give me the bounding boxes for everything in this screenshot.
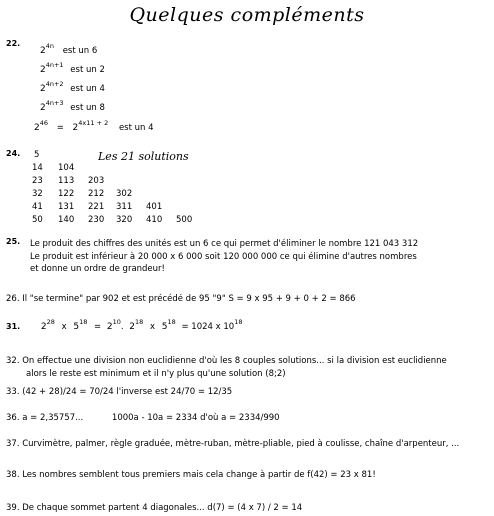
power-line-2 [40, 61, 105, 75]
power-exponent: 18 [234, 318, 243, 326]
section-33-text: 33. (42 + 28)/24 = 70/24 l'inverse est 24/70 = 12/35 [6, 387, 233, 397]
power-base: 2 [34, 123, 40, 133]
power-exponent: 4n+1 [45, 61, 64, 69]
power-exponent: 18 [135, 318, 144, 326]
section-24-number: 24. [6, 149, 21, 158]
power-exponent: 10 [112, 318, 121, 326]
section-32-number: 32. [6, 356, 20, 366]
power-line-5 [34, 119, 154, 133]
equation-result: = 1024 x 10 [181, 322, 235, 332]
section-26-text: 26. Il "se termine" par 902 et est précédé de 95 "9" S = 9 x 95 + 9 + 0 + 2 = 866 [6, 294, 356, 304]
solutions-subtitle: Les 21 solutions [98, 150, 189, 163]
solution-cell: 122 [58, 189, 75, 199]
solution-cell: 401 [146, 202, 163, 212]
power-exponent: 4x11 + 2 [78, 119, 109, 127]
solution-cell: 230 [88, 215, 105, 225]
solution-cell: 410 [146, 215, 163, 225]
text-line: Le produit des chiffres des unités est un 6 ce qui permet d'éliminer le nombre 121 043 312 [30, 239, 419, 249]
power-exponent: 28 [46, 318, 55, 326]
solution-cell: 14 [32, 163, 43, 173]
solution-cell: 500 [176, 215, 193, 225]
text-part-b: 1000a - 10a = 2334 d'où a = 2334/990 [111, 413, 280, 423]
times-sign: x [61, 322, 67, 332]
solution-cell: 320 [116, 215, 133, 225]
section-25-text [30, 238, 418, 276]
section-25-number: 25. [6, 237, 21, 246]
solution-cell: 302 [116, 189, 133, 199]
solution-cell: 140 [58, 215, 75, 225]
section-38-text: 38. Les nombres semblent tous premiers mais cela change à partir de f(42) = 23 x 81! [6, 470, 376, 480]
solution-cell: 113 [58, 176, 75, 186]
text-line: et donne un ordre de grandeur! [30, 264, 165, 274]
power-text: est un 4 [118, 123, 154, 133]
power-text: est un 2 [70, 65, 105, 75]
power-text: est un 6 [62, 46, 98, 56]
solution-cell: 32 [32, 189, 43, 199]
power-exponent: 4n+3 [45, 99, 64, 107]
power-base: 2 [72, 123, 79, 133]
solution-cell: 5 [34, 150, 40, 160]
power-exponent: 18 [79, 318, 88, 326]
solution-cell: 203 [88, 176, 105, 186]
power-exponent: 4n+2 [45, 80, 64, 88]
solution-cell: 23 [32, 176, 43, 186]
power-base: 5 [73, 322, 80, 332]
section-31-equation [6, 318, 243, 332]
solution-cell: 131 [58, 202, 75, 212]
section-36-text [6, 414, 280, 423]
power-line-4 [40, 99, 105, 113]
power-base: 2 [40, 84, 46, 94]
solution-cell: 221 [88, 202, 105, 212]
power-base: 2 [40, 46, 46, 56]
solution-cell: 41 [32, 202, 43, 212]
dot-sign: . [120, 322, 124, 332]
power-base: 5 [161, 322, 168, 332]
section-37-text: 37. Curvimètre, palmer, règle graduée, mètre-ruban, mètre-pliable, pied à coulisse, chaîne d'arpenteur, ... [6, 439, 460, 449]
solution-cell: 212 [88, 189, 105, 199]
power-text: est un 4 [70, 84, 105, 94]
page-title: Quelques compléments [129, 4, 365, 26]
times-sign: x [150, 322, 156, 332]
section-39-text: 39. De chaque sommet partent 4 diagonales... d(7) = (4 x 7) / 2 = 14 [6, 503, 303, 513]
section-32-text [6, 355, 447, 380]
text-content: On effectue une division non euclidienne d'où les 8 couples solutions... si la division est euclidienne [22, 356, 447, 366]
section-31-number: 31. [6, 322, 21, 331]
power-base: 2 [129, 322, 136, 332]
text-line [6, 355, 447, 368]
power-base: 2 [40, 322, 47, 332]
solution-cell: 311 [116, 202, 133, 212]
text-line: Le produit est inférieur à 20 000 x 6 000 soit 120 000 000 ce qui élimine d'autres nombres [30, 251, 417, 262]
power-line-1 [40, 42, 98, 56]
section-22-number: 22. [6, 39, 21, 48]
equals-sign: = [94, 322, 102, 332]
solution-cell: 50 [32, 215, 43, 225]
equals-sign: = [56, 123, 64, 133]
power-base: 2 [40, 103, 46, 113]
text-part-a: 36. a = 2,35757... [6, 413, 84, 423]
power-base: 2 [40, 65, 46, 75]
power-exponent: 18 [167, 318, 176, 326]
power-base: 2 [106, 322, 113, 332]
text-line: alors le reste est minimum et il n'y plus qu'une solution (8;2) [26, 368, 286, 379]
power-line-3 [40, 80, 105, 94]
power-exponent: 4n [45, 42, 54, 50]
power-text: est un 8 [70, 103, 105, 113]
solution-cell: 104 [58, 163, 75, 173]
power-exponent: 46 [39, 119, 49, 127]
